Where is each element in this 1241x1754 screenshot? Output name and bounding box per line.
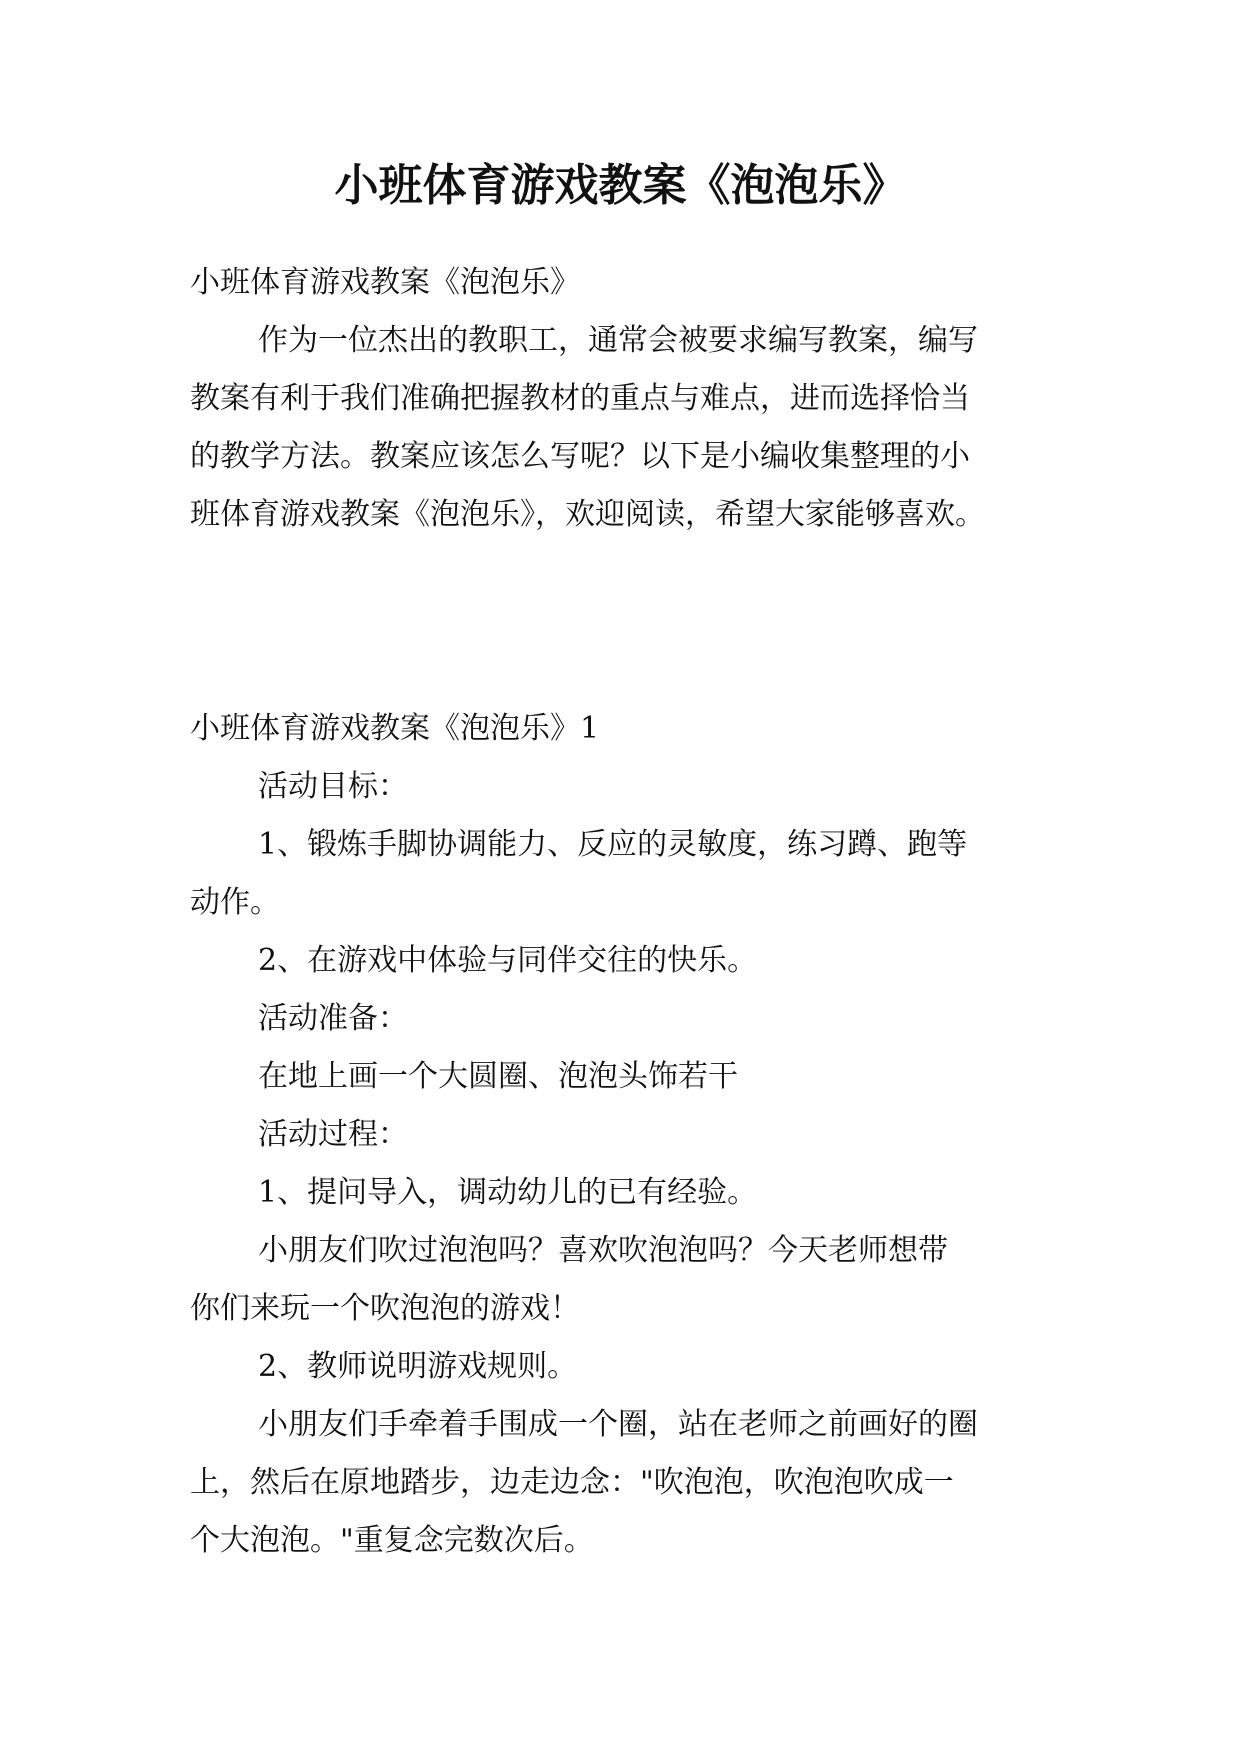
section-line: 上，然后在原地踏步，边走边念："吹泡泡，吹泡泡吹成一 [190, 1465, 954, 1500]
intro-line: 的教学方法。教案应该怎么写呢？以下是小编收集整理的小 [190, 439, 970, 474]
section-1-heading: 小班体育游戏教案《泡泡乐》1 [190, 711, 600, 746]
activity-process-label: 活动过程： [258, 1117, 408, 1152]
activity-goals-label: 活动目标： [258, 769, 408, 804]
section-line: 2、教师说明游戏规则。 [258, 1349, 578, 1384]
section-line: 个大泡泡。"重复念完数次后。 [190, 1523, 594, 1558]
section-line: 在地上画一个大圆圈、泡泡头饰若干 [258, 1059, 738, 1094]
intro-line: 班体育游戏教案《泡泡乐》，欢迎阅读，希望大家能够喜欢。 [190, 497, 985, 532]
intro-line: 教案有利于我们准确把握教材的重点与难点，进而选择恰当 [190, 381, 970, 416]
section-line: 小朋友们吹过泡泡吗？喜欢吹泡泡吗？今天老师想带 [258, 1233, 948, 1268]
section-line: 动作。 [190, 885, 280, 920]
intro-line: 作为一位杰出的教职工，通常会被要求编写教案，编写 [258, 323, 978, 358]
intro-section [190, 254, 1090, 544]
activity-prep-label: 活动准备： [258, 1001, 408, 1036]
section-line: 1、提问导入，调动幼儿的已有经验。 [258, 1175, 758, 1210]
section-line: 2、在游戏中体验与同伴交往的快乐。 [258, 943, 758, 978]
section-line: 你们来玩一个吹泡泡的游戏！ [190, 1291, 580, 1326]
section-line: 小朋友们手牵着手围成一个圈，站在老师之前画好的圈 [258, 1407, 978, 1442]
document-title: 小班体育游戏教案《泡泡乐》 [334, 160, 907, 211]
section-1 [190, 700, 1090, 1570]
section-line: 1、锻炼手脚协调能力、反应的灵敏度，练习蹲、跑等 [258, 827, 968, 862]
intro-heading: 小班体育游戏教案《泡泡乐》 [190, 265, 580, 300]
